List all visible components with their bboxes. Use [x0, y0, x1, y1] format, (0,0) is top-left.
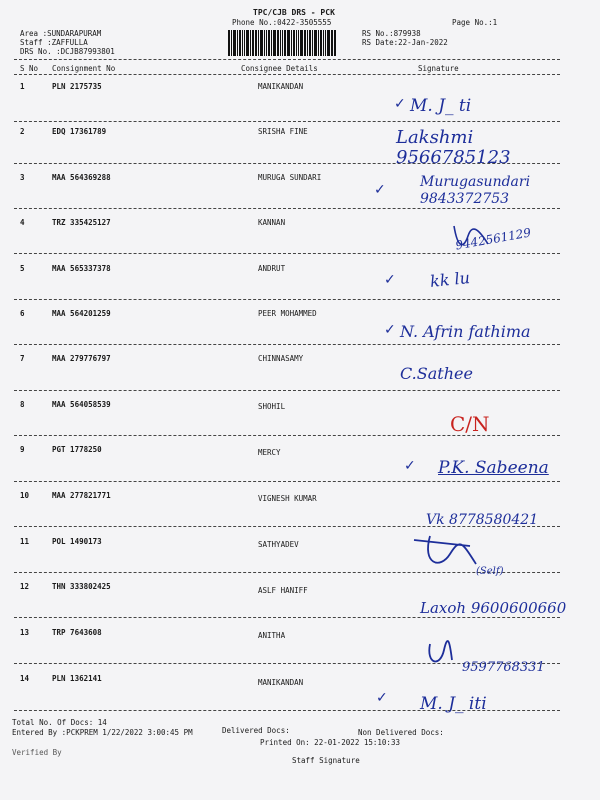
row-consignment: THN 333802425	[52, 582, 111, 591]
signature-11-self: (Self)	[476, 566, 504, 577]
row-divider	[14, 121, 560, 122]
page-number: Page No.:1	[452, 18, 498, 27]
signature-12: Laxoh 9600600660	[420, 599, 567, 617]
row-consignee: MANIKANDAN	[258, 82, 304, 91]
row-consignee: KANNAN	[258, 218, 286, 227]
row-sno: 3	[20, 173, 25, 182]
row-consignment: MAA 564201259	[52, 309, 111, 318]
checkmark-icon: ✓	[376, 690, 388, 706]
signature-14: M. J_ iti	[420, 694, 487, 714]
rs-number: RS No.:879938	[362, 29, 421, 38]
row-sno: 8	[20, 400, 25, 409]
row-consignee: SRISHA FINE	[258, 127, 308, 136]
non-delivered-docs: Non Delivered Docs:	[358, 728, 444, 737]
row-consignee: MURUGA SUNDARI	[258, 173, 322, 182]
row-sno: 12	[20, 582, 30, 591]
row-sno: 14	[20, 674, 30, 683]
row-sno: 5	[20, 264, 25, 273]
signature-11-scribble	[410, 534, 480, 574]
row-consignee: MERCY	[258, 448, 281, 457]
area-label: Area :SUNDARAPURAM	[20, 29, 102, 38]
row-sno: 13	[20, 628, 30, 637]
row-consignment: POL 1490173	[52, 537, 102, 546]
signature-8-cn: C/N	[450, 412, 490, 436]
checkmark-icon: ✓	[394, 96, 406, 112]
row-sno: 10	[20, 491, 30, 500]
row-consignment: PLN 1362141	[52, 674, 102, 683]
col-consignment: Consignment No	[52, 64, 116, 73]
row-consignee: SHOHIL	[258, 402, 286, 411]
row-consignment: MAA 564369288	[52, 173, 111, 182]
row-consignment: TRZ 335425127	[52, 218, 111, 227]
header-divider-bottom	[14, 74, 560, 75]
barcode	[228, 30, 354, 56]
checkmark-icon: ✓	[374, 182, 386, 198]
entered-by: Entered By :PCKPREM 1/22/2022 3:00:45 PM	[12, 728, 193, 737]
signature-10: Vk 8778580421	[426, 512, 539, 528]
row-sno: 7	[20, 354, 25, 363]
signature-7: C.Sathee	[400, 364, 473, 383]
row-divider	[14, 344, 560, 345]
printed-on: Printed On: 22-01-2022 15:10:33	[260, 738, 400, 747]
row-consignee: MANIKANDAN	[258, 678, 304, 687]
row-consignment: PGT 1778250	[52, 445, 102, 454]
row-divider	[14, 481, 560, 482]
row-consignment: MAA 564058539	[52, 400, 111, 409]
row-divider	[14, 390, 560, 391]
total-docs: Total No. Of Docs: 14	[12, 718, 107, 727]
drs-number: DRS No. :DCJB87993801	[20, 47, 115, 56]
signature-4: 9442561129	[454, 225, 532, 253]
row-consignee: ANITHA	[258, 631, 286, 640]
staff-label: Staff :ZAFFULLA	[20, 38, 88, 47]
col-signature: Signature	[418, 64, 459, 73]
rs-date: RS Date:22-Jan-2022	[362, 38, 448, 47]
row-sno: 11	[20, 537, 30, 546]
delivered-docs: Delivered Docs:	[222, 726, 290, 735]
signature-13-scribble	[424, 640, 454, 670]
row-consignee: SATHYADEV	[258, 540, 299, 549]
row-sno: 9	[20, 445, 25, 454]
row-consignee: PEER MOHAMMED	[258, 309, 317, 318]
row-divider	[14, 208, 560, 209]
staff-signature: Staff Signature	[292, 756, 360, 765]
checkmark-icon: ✓	[384, 322, 396, 338]
row-sno: 1	[20, 82, 25, 91]
row-consignee: ASLF HANIFF	[258, 586, 308, 595]
header-divider	[14, 59, 560, 60]
row-divider	[14, 253, 560, 254]
col-consignee: Consignee Details	[241, 64, 318, 73]
signature-5: kk lu	[429, 267, 471, 292]
row-consignment: EDQ 17361789	[52, 127, 107, 136]
row-consignment: MAA 277821771	[52, 491, 111, 500]
row-consignment: PLN 2175735	[52, 82, 102, 91]
phone-number: Phone No.:0422-3505555	[232, 18, 332, 27]
checkmark-icon: ✓	[404, 458, 416, 474]
checkmark-icon: ✓	[384, 272, 396, 288]
row-consignment: TRP 7643608	[52, 628, 102, 637]
col-sno: S No	[20, 64, 39, 73]
row-sno: 4	[20, 218, 25, 227]
row-sno: 2	[20, 127, 25, 136]
row-consignee: CHINNASAMY	[258, 354, 304, 363]
signature-13: 9597768331	[462, 660, 545, 675]
signature-2: Lakshmi 9566785123	[396, 127, 511, 168]
row-sno: 6	[20, 309, 25, 318]
signature-4-scribble	[452, 222, 492, 252]
row-consignment: MAA 565337378	[52, 264, 111, 273]
row-consignee: VIGNESH KUMAR	[258, 494, 317, 503]
signature-1: M. J_ ti	[410, 96, 472, 116]
verified-by: Verified By	[12, 748, 62, 757]
row-consignment: MAA 279776797	[52, 354, 111, 363]
signature-6: N. Afrin fathima	[400, 322, 531, 341]
signature-3: Murugasundari 9843372753	[420, 174, 531, 207]
document-title: TPC/CJB DRS - PCK	[253, 8, 335, 17]
signature-9: P.K. Sabeena	[438, 458, 549, 478]
row-consignee: ANDRUT	[258, 264, 286, 273]
row-divider	[14, 299, 560, 300]
